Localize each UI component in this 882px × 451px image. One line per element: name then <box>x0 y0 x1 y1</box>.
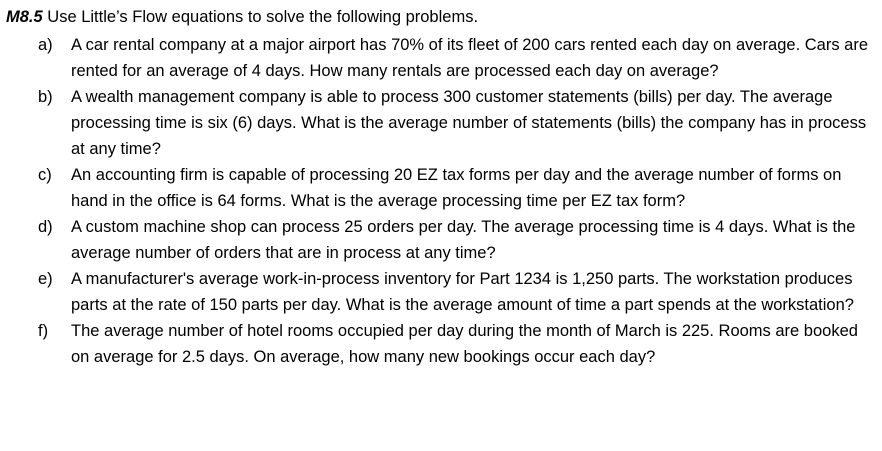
problem-code: M8.5 <box>6 8 43 26</box>
problem-text: A wealth management company is able to process 300 customer statements (bills) per day. The average processing time is six (6) days. What is the average number of statements (bills) the company has in process at any time? <box>71 88 867 158</box>
problem-marker: c) <box>38 166 52 184</box>
problem-item-a <box>6 32 876 84</box>
problem-list <box>6 32 876 370</box>
problem-marker: d) <box>38 218 53 236</box>
problem-marker: a) <box>38 36 53 54</box>
problem-item-f <box>6 318 876 370</box>
problem-item-c <box>6 162 876 214</box>
problem-text: A manufacturer's average work-in-process inventory for Part 1234 is 1,250 parts. The workstation produces parts at the rate of 150 parts per day. What is the average amount of time a part spends at the workstation? <box>71 270 854 314</box>
problem-text: The average number of hotel rooms occupied per day during the month of March is 225. Rooms are booked on average for 2.5 days. On average, how many new bookings occur each day? <box>71 322 858 366</box>
problem-marker: b) <box>38 88 53 106</box>
problem-instruction: Use Little’s Flow equations to solve the following problems. <box>47 8 479 26</box>
problem-text: A car rental company at a major airport has 70% of its fleet of 200 cars rented each day on average. Cars are rented for an average of 4 days. How many rentals are processed each day on average? <box>71 36 869 80</box>
problem-marker: e) <box>38 270 53 288</box>
problem-text: An accounting firm is capable of processing 20 EZ tax forms per day and the average number of forms on hand in the office is 64 forms. What is the average processing time per EZ tax form? <box>71 166 842 210</box>
problem-item-b <box>6 84 876 162</box>
problem-text: A custom machine shop can process 25 orders per day. The average processing time is 4 days. What is the average number of orders that are in process at any time? <box>71 218 856 262</box>
problem-item-d <box>6 214 876 266</box>
problem-heading <box>6 6 876 28</box>
problem-item-e <box>6 266 876 318</box>
problem-marker: f) <box>38 322 49 340</box>
